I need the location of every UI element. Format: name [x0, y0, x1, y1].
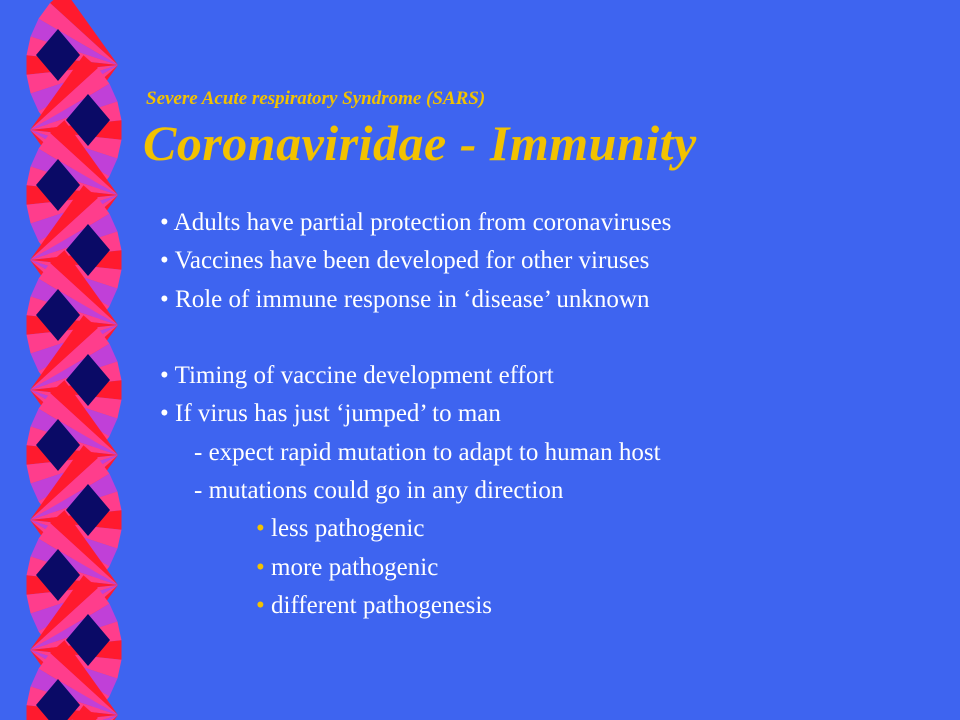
bullet-line [160, 242, 671, 280]
bullet-text: Adults have partial protection from coronaviruses [173, 209, 672, 236]
bullet-marker: • [256, 553, 265, 581]
bullet-text: Vaccines have been developed for other viruses [174, 247, 650, 275]
sub-sub-bullet-line [160, 510, 671, 548]
bullet-marker: • [160, 285, 169, 313]
sub-bullet-text: expect rapid mutation to adapt to human host [208, 438, 661, 466]
sub-sub-bullet-line [160, 587, 671, 625]
spacer [160, 319, 671, 357]
slide-title: Coronaviridae - Immunity [143, 115, 697, 171]
bullet-line [160, 395, 671, 433]
sub-sub-bullet-text: less pathogenic [271, 515, 425, 543]
slide-body [160, 204, 671, 625]
bullet-marker: • [160, 362, 169, 390]
fan-ribbon-decoration [0, 0, 130, 720]
bullet-text: Timing of vaccine development effort [174, 362, 554, 390]
dash-marker: - [194, 477, 203, 505]
bullet-text: If virus has just ‘jumped’ to man [175, 400, 501, 428]
sub-sub-bullet-text: different pathogenesis [271, 591, 493, 619]
bullet-text: Role of immune response in ‘disease’ unknown [175, 285, 650, 313]
bullet-line [160, 281, 671, 319]
sub-bullet-line [160, 472, 671, 510]
bullet-marker: • [256, 591, 265, 619]
bullet-line [160, 204, 671, 242]
bullet-marker: • [160, 209, 169, 236]
sub-bullet-text: mutations could go in any direction [208, 477, 564, 505]
bullet-marker: • [256, 515, 265, 543]
dash-marker: - [194, 438, 203, 466]
slide-subtitle: Severe Acute respiratory Syndrome (SARS) [146, 88, 486, 109]
sub-sub-bullet-line [160, 549, 671, 587]
sub-sub-bullet-text: more pathogenic [271, 553, 439, 581]
bullet-marker: • [160, 400, 169, 428]
bullet-line [160, 357, 671, 395]
bullet-marker: • [160, 247, 169, 275]
sub-bullet-line [160, 434, 671, 472]
